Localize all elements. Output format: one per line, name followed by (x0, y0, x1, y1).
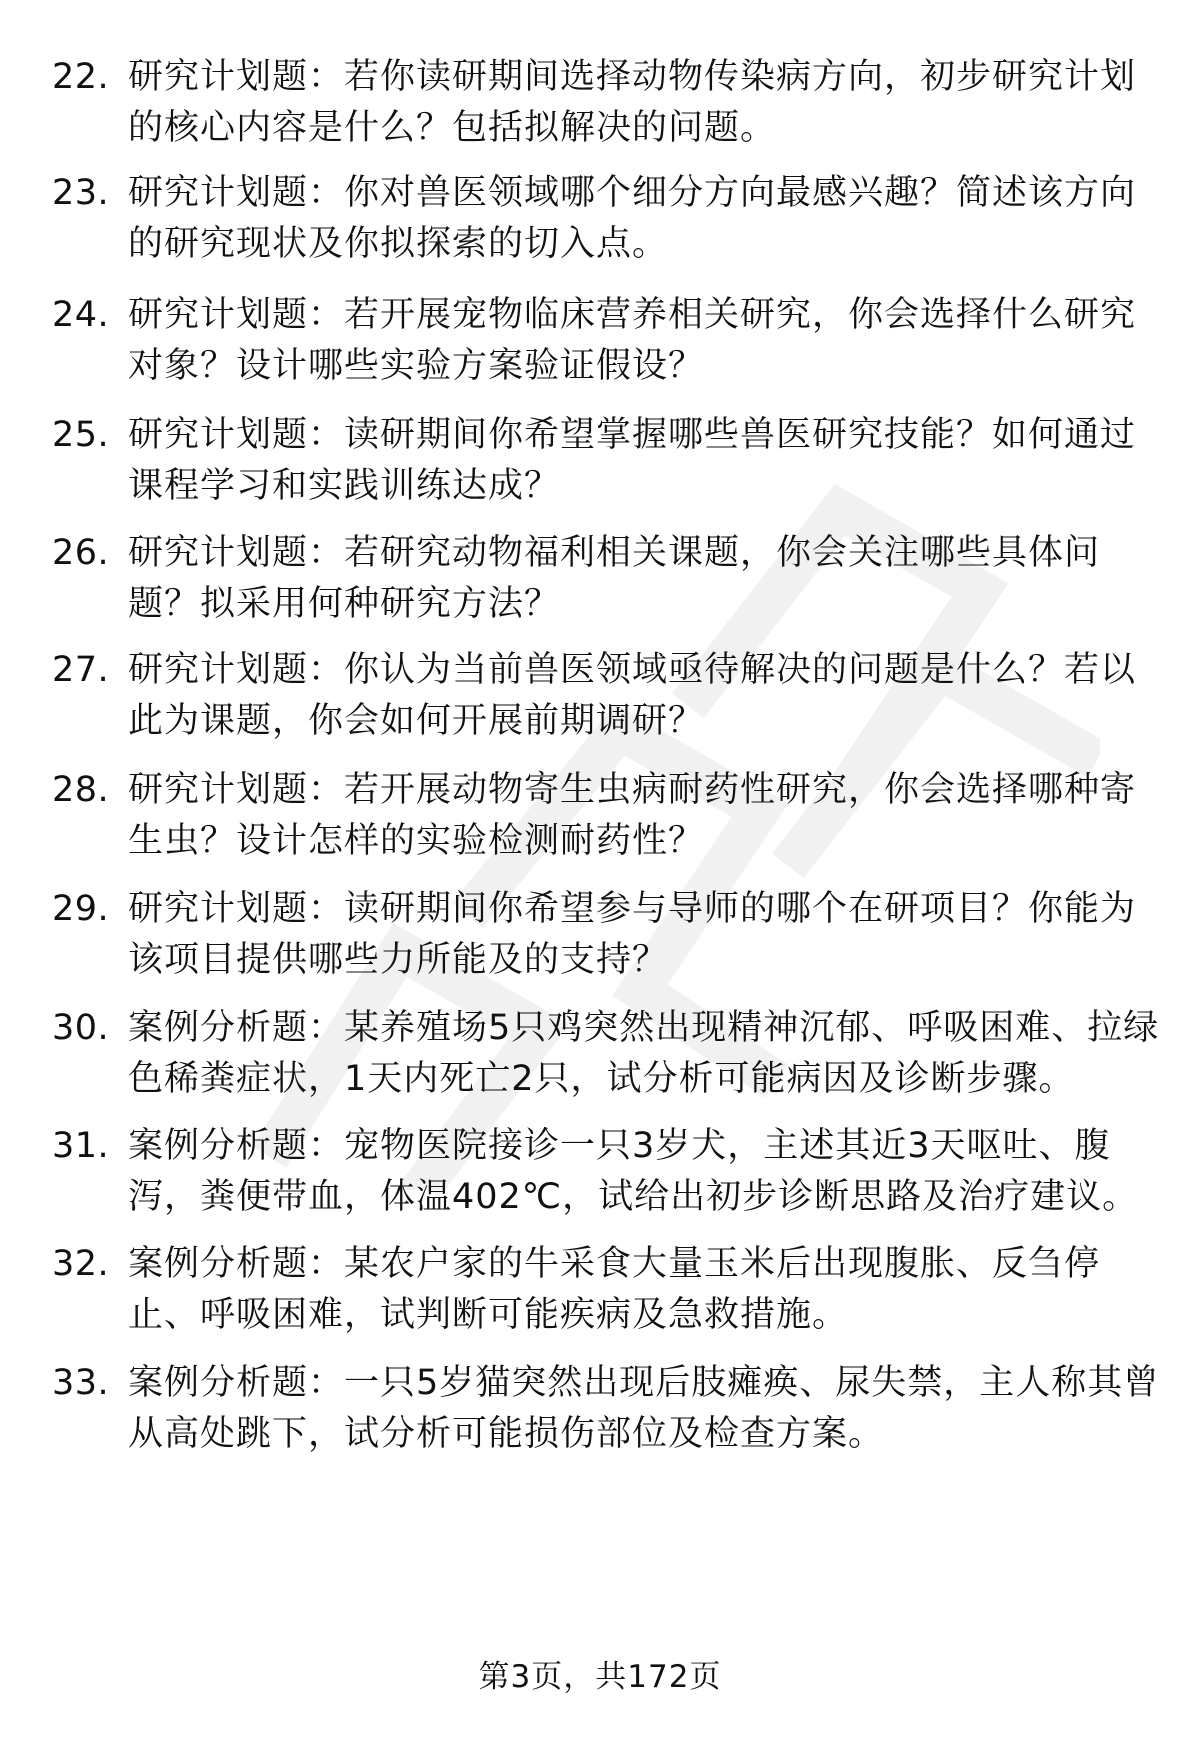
question-number: 26. (52, 533, 110, 573)
page-number-footer: 第3页，共172页 (478, 1659, 722, 1695)
question-text: 研究计划题：你认为当前兽医领域亟待解决的问题是什么？若以此为课题，你会如何开展前期调研？ (128, 650, 1137, 741)
question-number: 23. (52, 173, 110, 213)
question-text: 案例分析题：一只5岁猫突然出现后肢瘫痪、尿失禁，主人称其曾从高处跳下，试分析可能损伤部位及检查方案。 (128, 1363, 1160, 1454)
question-number: 28. (52, 770, 110, 810)
question-number: 24. (52, 295, 110, 335)
question-text: 研究计划题：读研期间你希望参与导师的哪个在研项目？你能为该项目提供哪些力所能及的支持？ (128, 889, 1137, 980)
question-text: 研究计划题：你对兽医领域哪个细分方向最感兴趣？简述该方向的研究现状及你拟探索的切入点。 (128, 173, 1137, 264)
question-number: 29. (52, 889, 110, 929)
question-number: 30. (52, 1008, 110, 1048)
question-text: 研究计划题：读研期间你希望掌握哪些兽医研究技能？如何通过课程学习和实践训练达成？ (128, 415, 1137, 506)
question-text: 案例分析题：宠物医院接诊一只3岁犬，主述其近3天呕吐、腹泻，粪便带血，体温402℃，试给出初步诊断思路及治疗建议。 (128, 1126, 1139, 1217)
question-number: 33. (52, 1363, 110, 1403)
question-number: 31. (52, 1126, 110, 1166)
question-text: 研究计划题：若开展动物寄生虫病耐药性研究，你会选择哪种寄生虫？设计怎样的实验检测耐药性？ (128, 770, 1137, 861)
question-number: 32. (52, 1244, 110, 1284)
question-text: 研究计划题：若研究动物福利相关课题，你会关注哪些具体问题？拟采用何种研究方法？ (128, 533, 1101, 624)
question-text: 案例分析题：某养殖场5只鸡突然出现精神沉郁、呼吸困难、拉绿色稀粪症状，1天内死亡2只，试分析可能病因及诊断步骤。 (128, 1008, 1160, 1099)
question-text: 研究计划题：若开展宠物临床营养相关研究，你会选择什么研究对象？设计哪些实验方案验证假设？ (128, 295, 1137, 386)
question-text: 研究计划题：若你读研期间选择动物传染病方向，初步研究计划的核心内容是什么？包括拟解决的问题。 (128, 57, 1137, 148)
question-number: 22. (52, 57, 110, 97)
question-number: 27. (52, 650, 110, 690)
question-text: 案例分析题：某农户家的牛采食大量玉米后出现腹胀、反刍停止、呼吸困难，试判断可能疾病及急救措施。 (128, 1244, 1101, 1335)
question-number: 25. (52, 415, 110, 455)
